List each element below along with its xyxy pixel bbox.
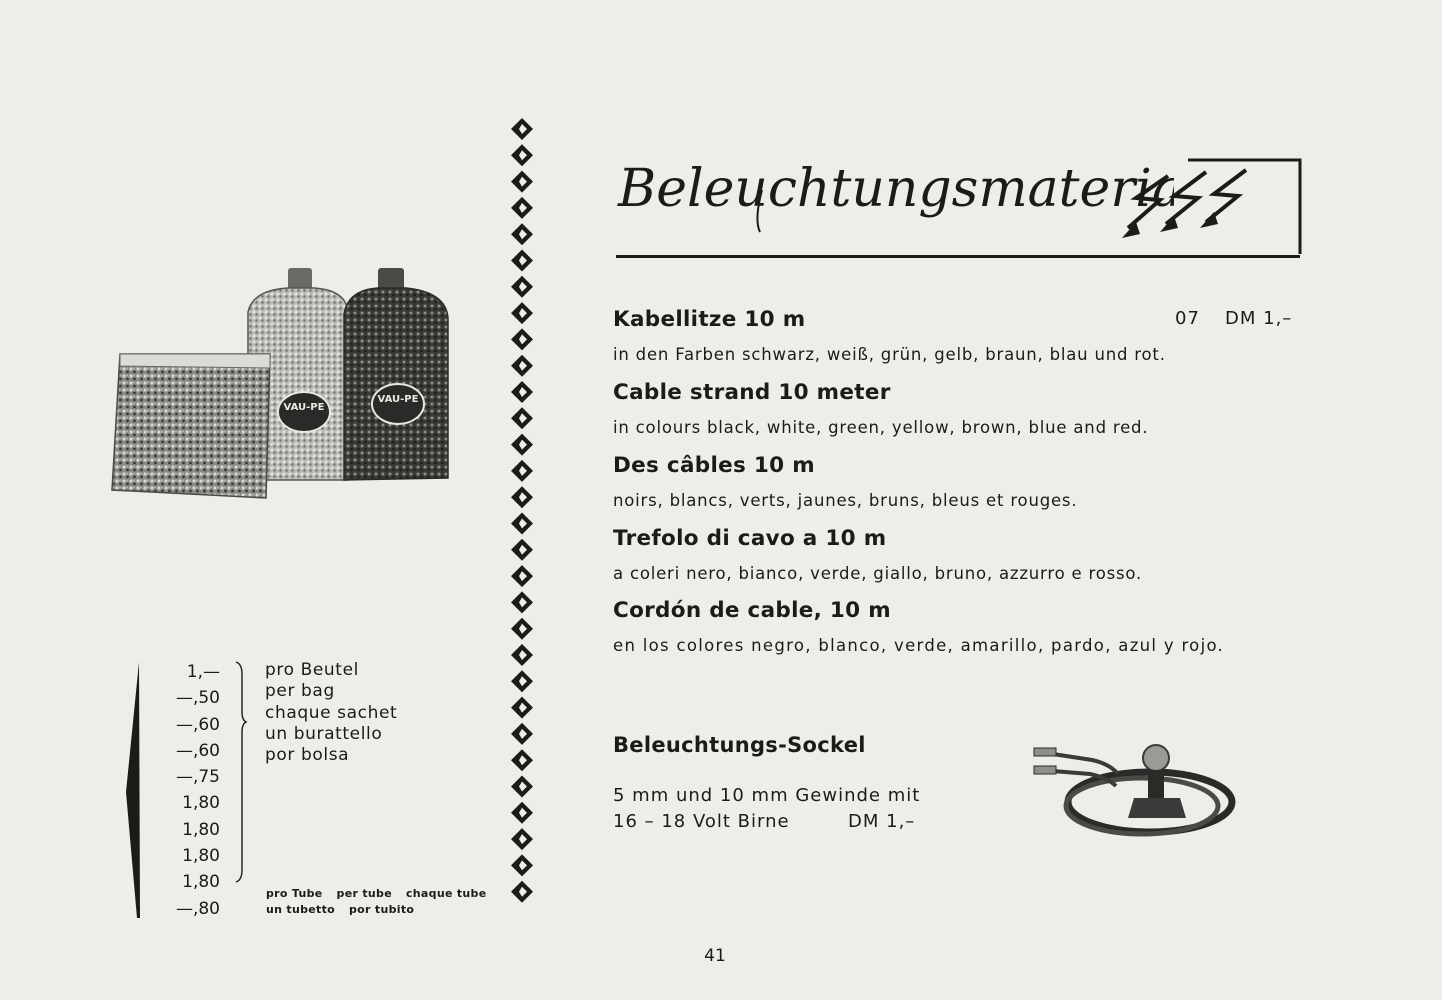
ornament-diamond <box>511 223 533 245</box>
price-value: —,60 <box>175 740 220 761</box>
price-value: 1,80 <box>182 846 220 867</box>
entry-text-fr: noirs, blancs, verts, jaunes, bruns, bleus et rouges. <box>613 491 1078 510</box>
title-text: Beleuchtungsmaterial <box>618 159 1174 219</box>
price-value: —,60 <box>175 714 220 735</box>
ornament-diamond <box>511 302 533 324</box>
tube-note <box>266 886 500 918</box>
price-column <box>150 659 220 922</box>
unit-label: por bolsa <box>265 745 350 766</box>
ornament-diamond <box>511 802 533 824</box>
ornament-diamond <box>511 749 533 771</box>
unit-label: per bag <box>265 681 335 702</box>
tube-label: un tubetto <box>266 903 335 916</box>
ornament-diamond <box>511 854 533 876</box>
ornament-diamond <box>511 697 533 719</box>
wedge-line <box>124 662 144 922</box>
ornament-diamond <box>511 486 533 508</box>
entry-text-de: in den Farben schwarz, weiß, grün, gelb, braun, blau und rot. <box>613 345 1166 364</box>
sockel-line1: 5 mm und 10 mm Gewinde mit <box>613 785 921 806</box>
ornament-diamond <box>511 276 533 298</box>
bag-label: VAU-PE <box>377 394 419 405</box>
ornament-diamond <box>511 118 533 140</box>
price-value: —,50 <box>175 688 220 709</box>
ornament-diamond <box>511 355 533 377</box>
ornament-diamond <box>511 460 533 482</box>
price-value: 1,80 <box>182 819 220 840</box>
ornament-diamond <box>511 881 533 903</box>
sockel-heading: Beleuchtungs-Sockel <box>613 733 866 757</box>
tube-label: pro Tube <box>266 887 323 900</box>
page-number: 41 <box>704 946 726 966</box>
ornament-diamond <box>511 670 533 692</box>
brace <box>232 660 252 884</box>
ornament-diamond <box>511 828 533 850</box>
unit-label: chaque sachet <box>265 702 398 723</box>
price-value: —,80 <box>175 898 220 919</box>
sockel-line2: 16 – 18 Volt Birne <box>613 811 790 832</box>
ornament-diamond <box>511 171 533 193</box>
ornament-diamond <box>511 144 533 166</box>
ornament-diamond <box>511 513 533 535</box>
bag-unit-list <box>265 660 397 766</box>
entry-heading-it: Trefolo di cavo a 10 m <box>613 526 887 551</box>
entry-text-es: en los colores negro, blanco, verde, amarillo, pardo, azul y rojo. <box>613 636 1225 655</box>
ornament-diamond <box>511 539 533 561</box>
ornament-diamond <box>511 723 533 745</box>
bag-label: VAU-PE <box>283 402 325 413</box>
entry-heading-de: Kabellitze 10 m <box>613 307 806 332</box>
title-rule <box>616 255 1300 258</box>
ornament-diamond <box>511 565 533 587</box>
entry-heading-en: Cable strand 10 meter <box>613 380 891 405</box>
unit-label: pro Beutel <box>265 660 359 680</box>
sockel-price: DM 1,– <box>848 811 916 832</box>
ornament-diamond <box>511 644 533 666</box>
unit-label: un burattello <box>265 723 383 744</box>
ornament-diamond <box>511 591 533 613</box>
product-bags-photo <box>108 262 458 507</box>
lightning-icon <box>1118 158 1308 258</box>
center-ornament <box>509 114 535 910</box>
ornament-diamond <box>511 776 533 798</box>
ornament-diamond <box>511 197 533 219</box>
price-value: —,75 <box>175 767 220 788</box>
entry-heading-es: Cordón de cable, 10 m <box>613 598 891 623</box>
tube-label: per tube <box>336 887 392 900</box>
ornament-diamond <box>511 407 533 429</box>
cable-price: DM 1,– <box>1225 308 1293 329</box>
lamp-socket-photo <box>1030 730 1245 850</box>
price-value: 1,— <box>186 662 220 682</box>
entry-text-it: a coleri nero, bianco, verde, giallo, bruno, azzurro e rosso. <box>613 564 1143 583</box>
entry-heading-fr: Des câbles 10 m <box>613 453 815 478</box>
article-number: 07 <box>1175 308 1200 329</box>
ornament-diamond <box>511 328 533 350</box>
page-title <box>614 150 1174 242</box>
ornament-diamond <box>511 618 533 640</box>
ornament-diamond <box>511 250 533 272</box>
price-value: 1,80 <box>182 793 220 814</box>
entry-text-en: in colours black, white, green, yellow, brown, blue and red. <box>613 418 1149 437</box>
ornament-diamond <box>511 434 533 456</box>
ornament-diamond <box>511 381 533 403</box>
price-value: 1,80 <box>182 872 220 893</box>
tube-label: por tubito <box>349 903 415 916</box>
tube-label: chaque tube <box>405 887 487 900</box>
